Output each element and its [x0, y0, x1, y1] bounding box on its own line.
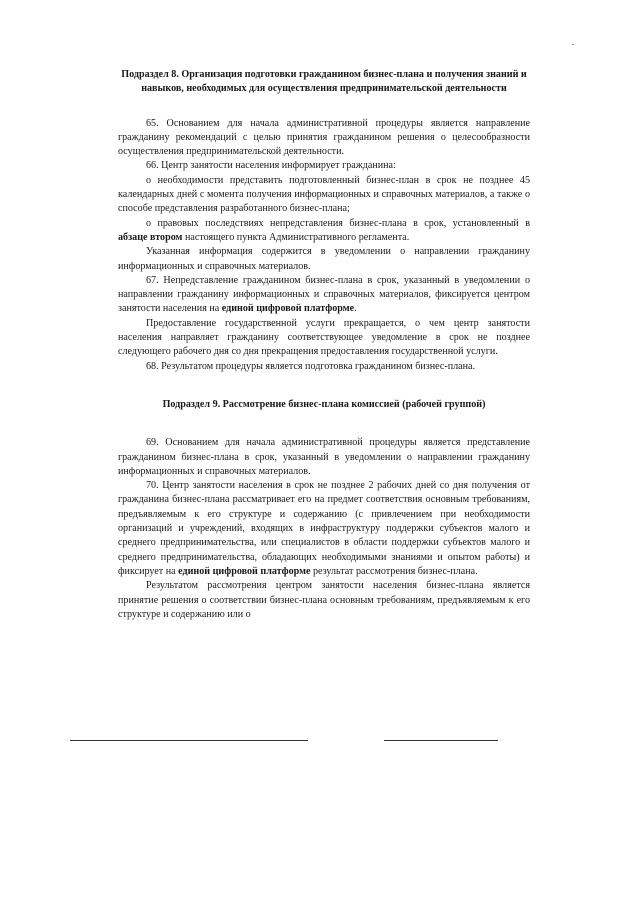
- paragraph-66-item-1: о необходимости представить подготовленный бизнес-план в срок не позднее 45 календарных дней с момента получения информационных и справочных материалов, а также о способе представления разработанного бизнес-плана;: [118, 174, 530, 215]
- paragraph-66-note: Указанная информация содержится в уведомлении о направлении гражданину информационных и справочных материалов.: [118, 246, 530, 272]
- paragraph-67-continued: Предоставление государственной услуги прекращается, о чем центр занятости населения направляет гражданину соответствующее уведомление в срок не позднее следующего рабочего дня со дня прекращения предоставления государственной услуги.: [118, 317, 530, 358]
- section-9-heading: Подраздел 9. Рассмотрение бизнес-плана комиссией (рабочей группой): [162, 398, 486, 410]
- paragraph-66: 66. Центр занятости населения информирует гражданина:: [146, 160, 396, 172]
- scan-artifact: [572, 44, 574, 45]
- bold-reference: абзаце втором: [118, 231, 183, 243]
- paragraph-68: 68. Результатом процедуры является подготовка гражданином бизнес-плана.: [146, 360, 476, 372]
- paragraph-70: 70. Центр занятости населения в срок не позднее 2 рабочих дней со дня получения от гражданина бизнес-плана рассматривает его на предмет соответствия основным требованиям, предъявляемым к его структуре и содержанию (с привлечением при необходимости организаций и учреждений, входящих в инфраструктуру поддержки субъектов малого и среднего предпринимательства, или специалистов в области поддержки субъектов малого и среднего предпринимательства, обладающих необходимыми знаниями и опытом работы) и фиксирует на единой цифровой платформе результат рассмотрения бизнес-плана.: [118, 480, 530, 577]
- document-body: [118, 68, 530, 622]
- bold-platform: единой цифровой платформе: [178, 565, 311, 577]
- section-8-heading: Подраздел 8. Организация подготовки гражданином бизнес-плана и получения знаний и навыков, необходимых для осуществления предпринимательской деятельности: [121, 69, 527, 95]
- signature-line-left: [70, 740, 308, 741]
- paragraph-65: 65. Основанием для начала административной процедуры является направление гражданину рекомендаций с целью принятия гражданином решения о целесообразности осуществления предпринимательской деятельности.: [118, 117, 530, 158]
- signature-line-right: [384, 740, 498, 741]
- paragraph-69: 69. Основанием для начала административной процедуры является представление гражданином бизнес-плана в срок, указанный в уведомлении о направлении гражданину информационных и справочных материалов.: [118, 437, 530, 477]
- bold-platform: единой цифровой платформе: [221, 303, 355, 315]
- paragraph-70-continued: Результатом рассмотрения центром занятости населения бизнес-плана является принятие решения о соответствии бизнес-плана основным требованиям, предъявляемым к его структуре и содержанию или о: [118, 580, 530, 620]
- paragraph-66-item-2: о правовых последствиях непредставления бизнес-плана в срок, установленный в абзаце втором настоящего пункта Административного регламента.: [118, 217, 530, 243]
- paragraph-67: 67. Непредставление гражданином бизнес-плана в срок, указанный в уведомлении о направлении гражданину информационных и справочных материалов, фиксируется центром занятости населения на единой цифровой платформе.: [118, 274, 530, 315]
